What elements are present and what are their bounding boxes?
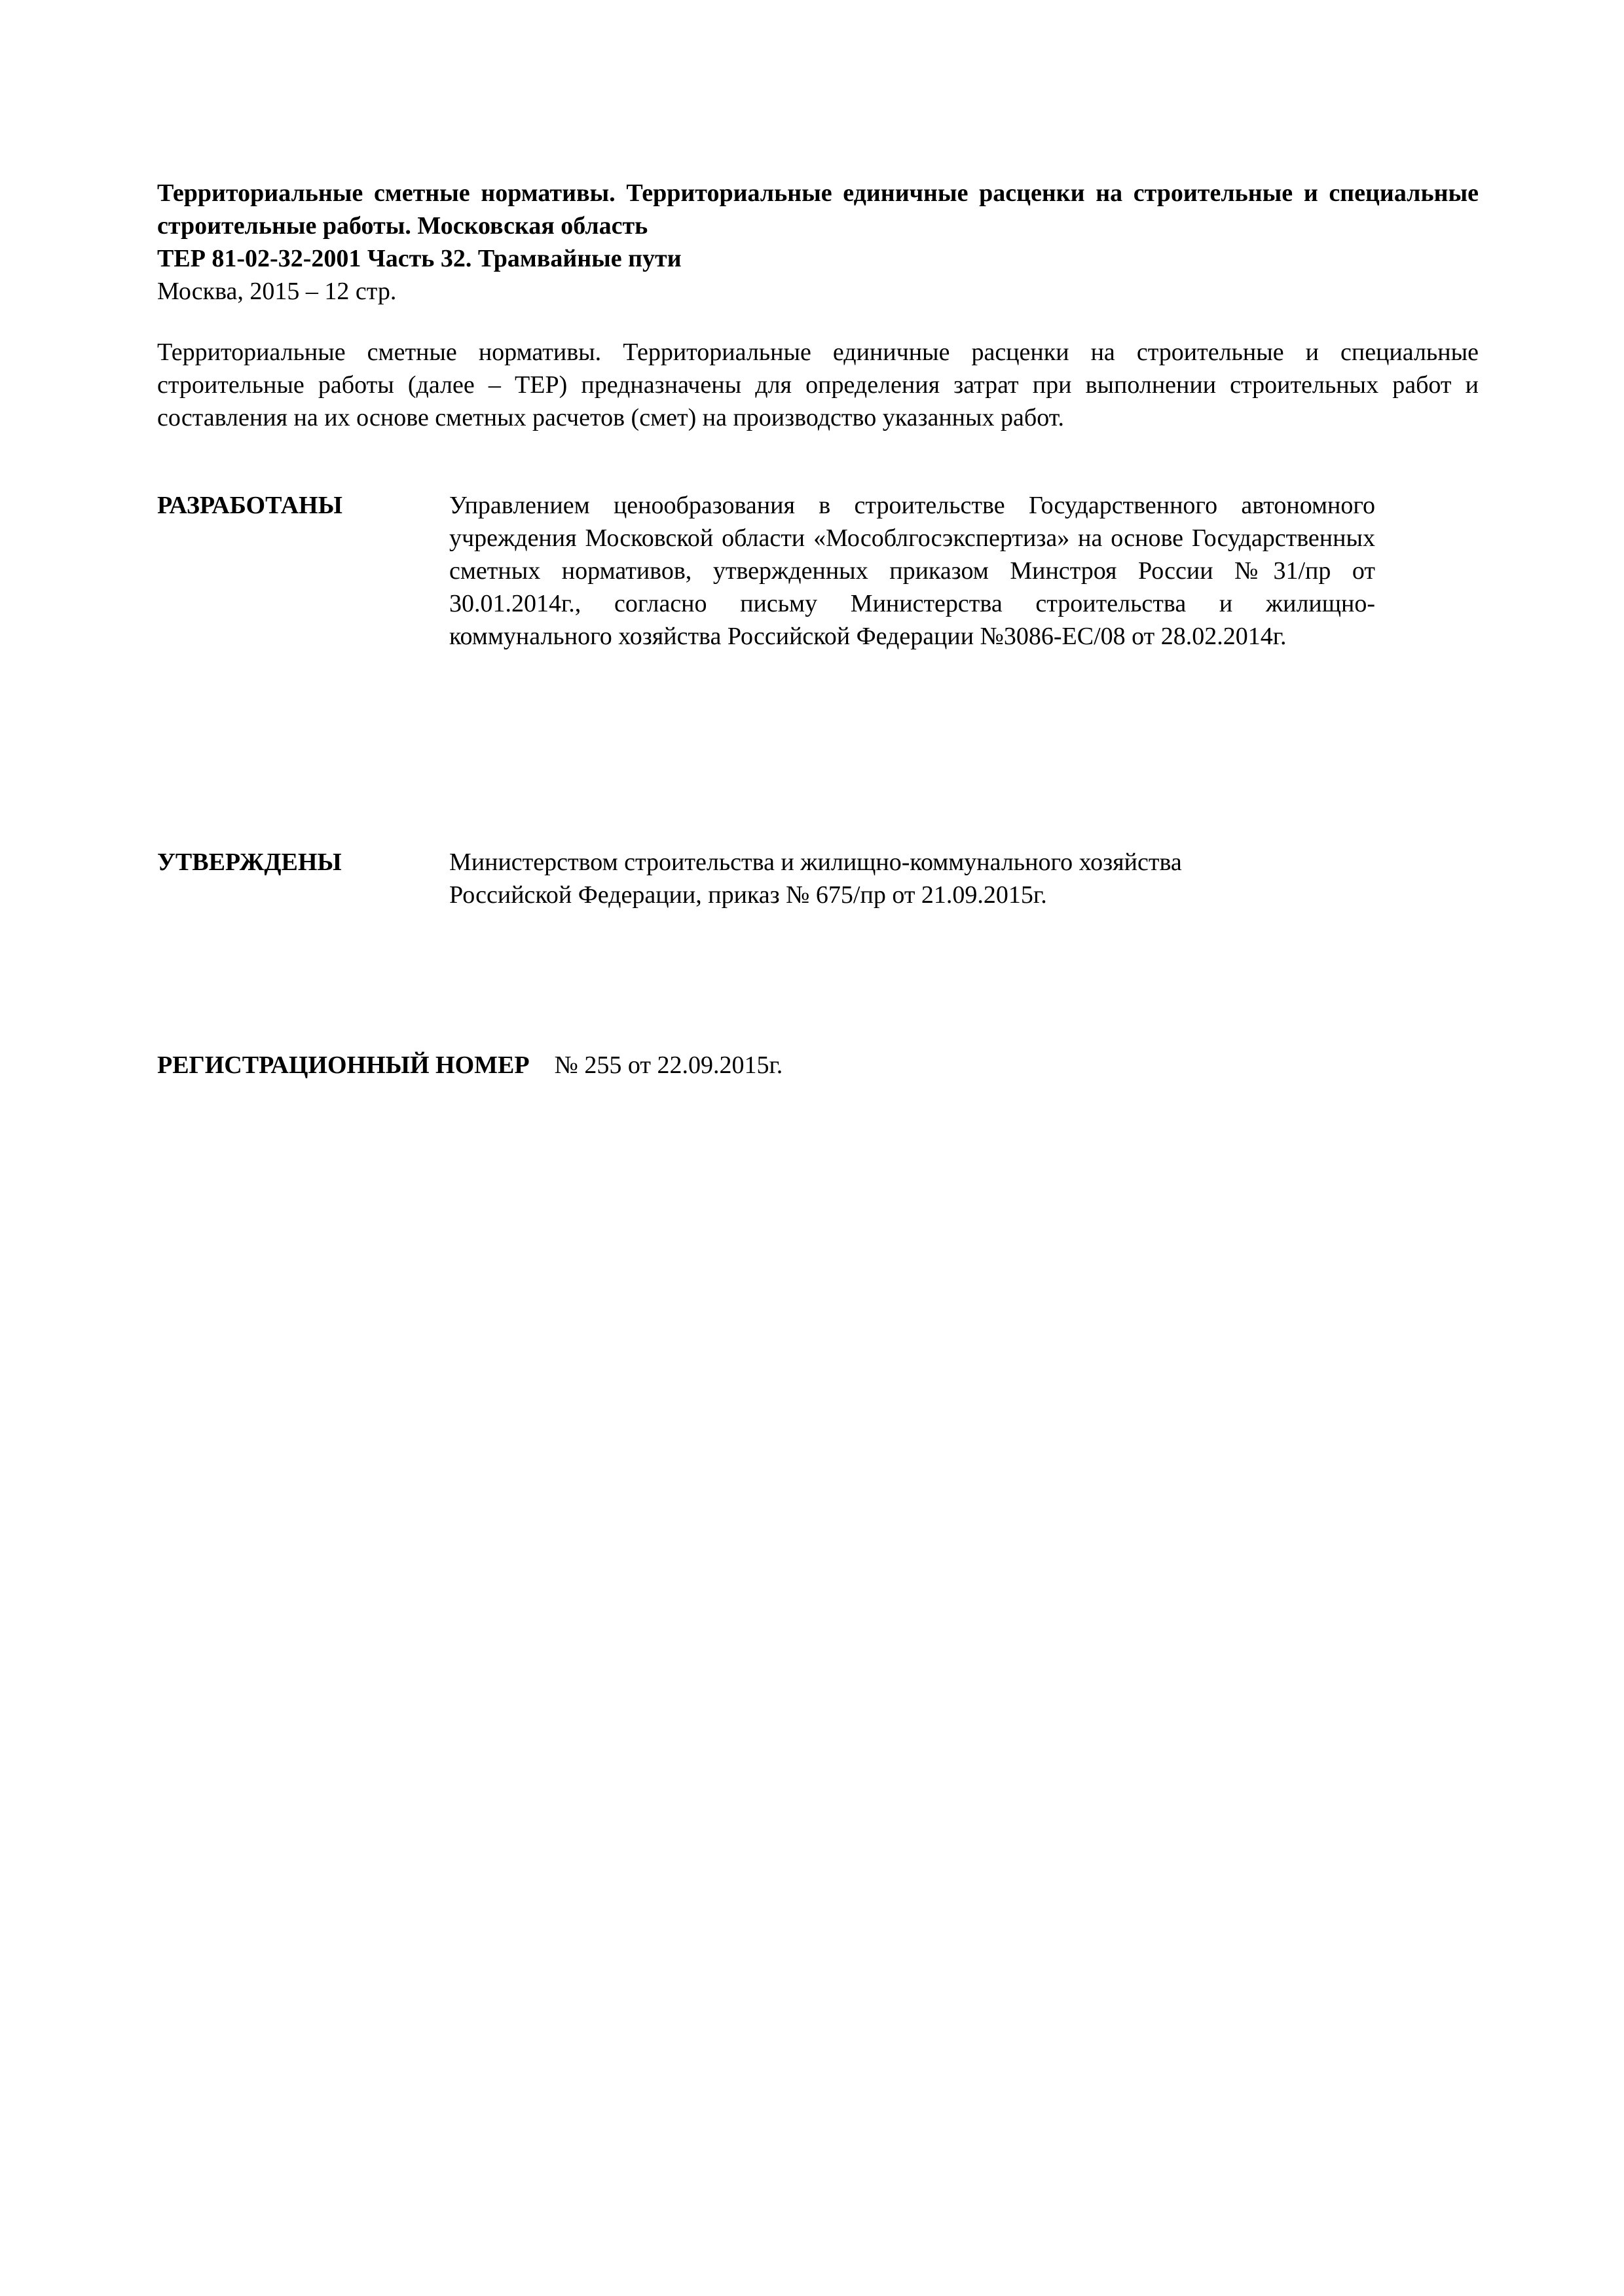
registration-label: РЕГИСТРАЦИОННЫЙ НОМЕР <box>157 1051 530 1079</box>
document-header <box>157 177 1479 308</box>
developed-text: Управлением ценообразования в строительстве Государственного автономного учреждения Московской области «Мособлгосэкспертиза» на основе Государственных сметных нормативов, утвержденных приказом Минстроя России №31/пр от 30.01.2014г., согласно письму Министерства строительства и жилищно-коммунального хозяйства Российской Федерации №3086-ЕС/08 от 28.02.2014г. <box>449 492 1375 650</box>
approved-text-line-1: Министерством строительства и жилищно-коммунального хозяйства <box>449 848 1182 876</box>
approved-text-line-2: Российской Федерации, приказ № 675/пр от 21.09.2015г. <box>449 881 1047 909</box>
document-code: ТЕР 81-02-32-2001 Часть 32. Трамвайные пути <box>157 245 682 272</box>
document-title: Территориальные сметные нормативы. Территориальные единичные расценки на строительные и специальные строительные работы. Московская область <box>157 179 1479 240</box>
registration-line <box>157 1049 783 1082</box>
registration-value: № 255 от 22.09.2015г. <box>554 1051 783 1079</box>
developed-label: РАЗРАБОТАНЫ <box>157 492 342 519</box>
intro-paragraph: Территориальные сметные нормативы. Территориальные единичные расценки на строительные и специальные строительные работы (далее – ТЕР) предназначены для определения затрат при выполнении строительных работ и составления на их основе сметных расчетов (смет) на производство указанных работ. <box>157 338 1479 431</box>
document-place-year: Москва, 2015 – 12 стр. <box>157 278 397 305</box>
approved-text <box>449 846 1375 911</box>
approved-label: УТВЕРЖДЕНЫ <box>157 848 342 876</box>
